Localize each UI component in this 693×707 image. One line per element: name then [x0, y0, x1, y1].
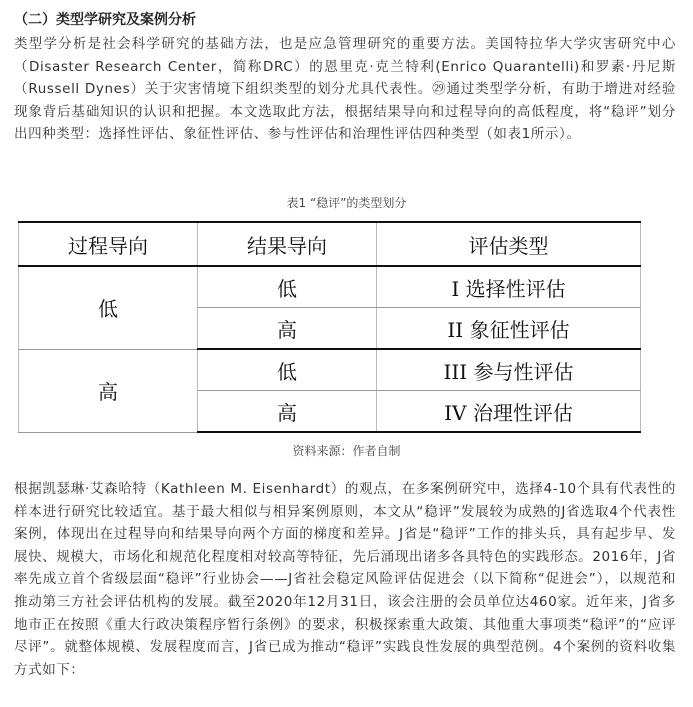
table-header-row	[19, 222, 641, 266]
intro-paragraph: 类型学分析是社会科学研究的基础方法，也是应急管理研究的重要方法。美国特拉华大学灾害研究中心（Disaster Research Center，简称DRC）的恩里克·克兰特利(Enrico Quarantelli)和罗素·丹尼斯（Russell Dynes）关于灾害情境下组织类型的划分尤具代表性。㉙通过类型学分析，有助于增进对经验现象背后基础知识的认识和把握。本文选取此方法，根据结果导向和过程导向的高低程度，将“稳评”划分出四种类型：选择性评估、象征性评估、参与性评估和治理性评估四种类型（如表1所示）。	[14, 36, 676, 143]
section-heading: （二）类型学研究及案例分析	[14, 12, 196, 28]
result-cell: 高	[198, 308, 377, 350]
classification-table	[18, 221, 641, 433]
table-caption: 表1 “稳评”的类型划分	[286, 196, 407, 210]
type-cell: II 象征性评估	[377, 308, 641, 350]
table-source-note: 资料来源：作者自制	[292, 444, 401, 458]
case-paragraph: 根据凯瑟琳·艾森哈特（Kathleen M. Eisenhardt）的观点，在多案例研究中，选择4-10个具有代表性的样本进行研究比较适宜。基于最大相似与相异案例原则，本文从“稳评”发展较为成熟的J省选取4个代表性案例，体现出在过程导向和结果导向两个方面的梯度和差异。J省是“稳评”工作的排头兵，具有起步早、发展快、规模大，市场化和规范化程度相对较高等特征，先后涌现出诸多各具特色的实践形态。2016年，J省率先成立首个省级层面“稳评”行业协会——J省社会稳定风险评估促进会（以下简称“促进会”），以规范和推动第三方社会评估机构的发展。截至2020年12月31日，该会注册的会员单位达460家。近年来，J省多地市正在按照《重大行政决策程序暂行条例》的要求，积极探索重大政策、其他重大事项类“稳评”的“应评尽评”。就整体规模、发展程度而言，J省已成为推动“稳评”实践良性发展的典型范例。4个案例的资料收集方式如下：	[14, 481, 676, 678]
header-process-orientation: 过程导向	[19, 222, 198, 266]
result-cell: 低	[198, 349, 377, 391]
table-row	[19, 266, 641, 308]
header-evaluation-type: 评估类型	[377, 222, 641, 266]
table-row	[19, 349, 641, 391]
process-cell-high: 高	[19, 349, 198, 432]
result-cell: 高	[198, 391, 377, 433]
header-result-orientation: 结果导向	[198, 222, 377, 266]
type-cell: III 参与性评估	[377, 349, 641, 391]
type-cell: IV 治理性评估	[377, 391, 641, 433]
process-cell-low: 低	[19, 266, 198, 349]
result-cell: 低	[198, 266, 377, 308]
type-cell: I 选择性评估	[377, 266, 641, 308]
